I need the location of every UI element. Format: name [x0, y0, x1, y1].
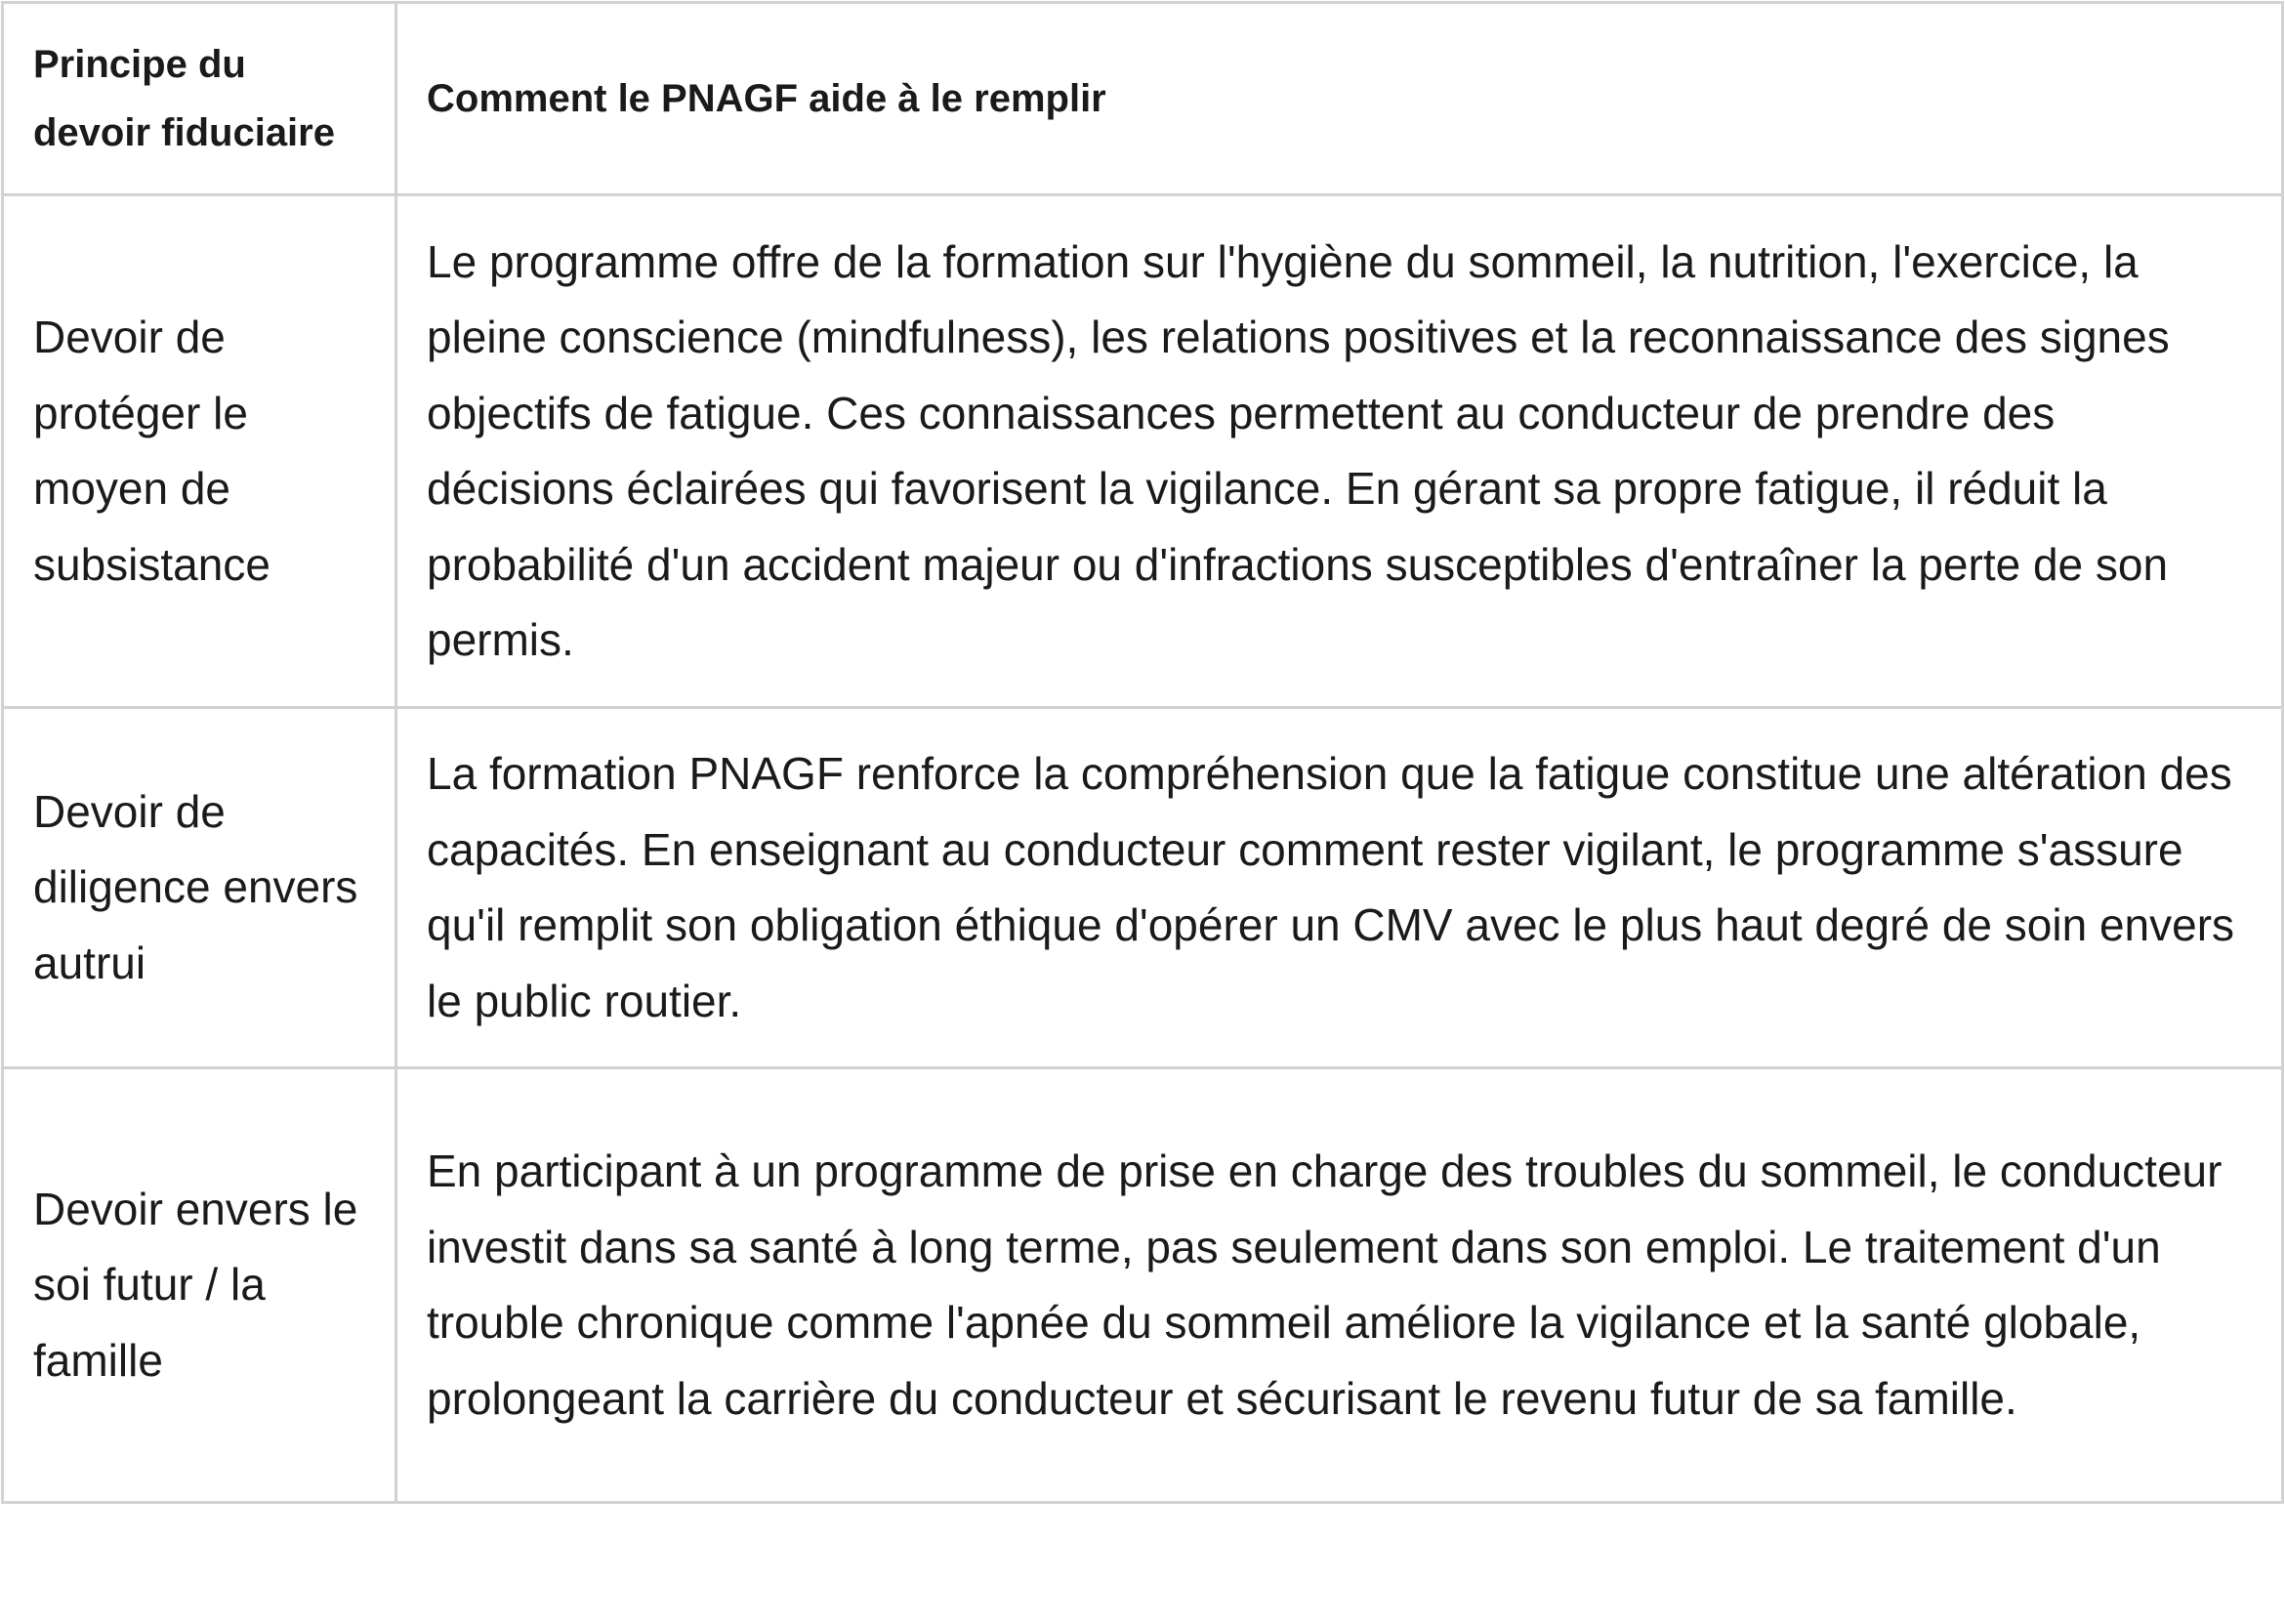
header-principle: Principe du devoir fiduciaire: [3, 3, 396, 195]
fiduciary-duty-table: [1, 1, 2284, 1504]
row-description-cell: En participant à un programme de prise en charge des troubles du sommeil, le conducteur investit dans sa santé à long terme, pas seulement dans son emploi. Le traitement d'un trouble chronique comme l'apnée du sommeil améliore la vigilance et la santé globale, prolongeant la carrière du conducteur et sécurisant le revenu futur de sa famille.: [396, 1068, 2283, 1503]
table-row: [3, 708, 2283, 1068]
table-header-row: [3, 3, 2283, 195]
row-description-cell: La formation PNAGF renforce la compréhension que la fatigue constitue une altération des capacités. En enseignant au conducteur comment rester vigilant, le programme s'assure qu'il remplit son obligation éthique d'opérer un CMV avec le plus haut degré de soin envers le public routier.: [396, 708, 2283, 1068]
row-description-cell: Le programme offre de la formation sur l'hygiène du sommeil, la nutrition, l'exercice, la pleine conscience (mindfulness), les relations positives et la reconnaissance des signes objectifs de fatigue. Ces connaissances permettent au conducteur de prendre des décisions éclairées qui favorisent la vigilance. En gérant sa propre fatigue, il réduit la probabilité d'un accident majeur ou d'infractions susceptibles d'entraîner la perte de son permis.: [396, 195, 2283, 708]
table-row: [3, 195, 2283, 708]
row-principle-cell: Devoir de diligence envers autrui: [3, 708, 396, 1068]
row-principle-cell: Devoir de protéger le moyen de subsistance: [3, 195, 396, 708]
row-principle-cell: Devoir envers le soi futur / la famille: [3, 1068, 396, 1503]
header-how-pnagf-helps: Comment le PNAGF aide à le remplir: [396, 3, 2283, 195]
table-row: [3, 1068, 2283, 1503]
